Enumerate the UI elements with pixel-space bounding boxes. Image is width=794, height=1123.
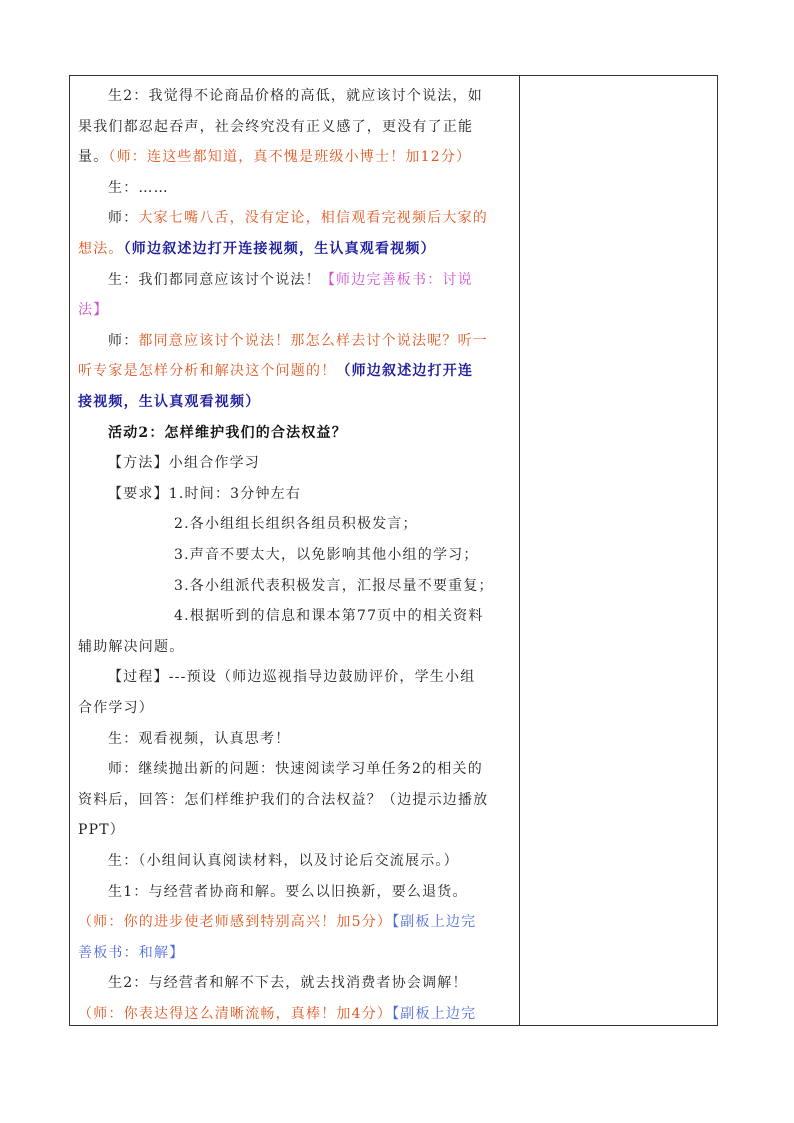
text-line xyxy=(108,178,169,198)
text-run: 法】 xyxy=(78,302,109,319)
notes-cell xyxy=(520,76,717,1025)
text-run: 【师边完善板书：讨说 xyxy=(320,271,473,288)
text-run: （师：你的进步使老师感到特别高兴！加5分） xyxy=(78,914,393,931)
text-run: 大家七嘴八舌，没有定论，相信观看完视频后大家的 xyxy=(138,210,489,227)
text-run: （师：你表达得这么清晰流畅，真棒！加4分） xyxy=(78,1006,393,1022)
text-line xyxy=(174,576,494,596)
text-run: 善板书：和解】 xyxy=(78,944,185,961)
text-run: 生：我们都同意应该讨个说法！ xyxy=(108,271,321,288)
text-run: 【副板上边完 xyxy=(392,914,477,931)
text-run: 【副板上边完 xyxy=(392,1006,477,1022)
text-run: 师：继续抛出新的问题：快速阅读学习单任务2的相关的 xyxy=(108,761,483,778)
text-run: 3.各小组派代表积极发言，汇报尽量不要重复； xyxy=(174,577,494,594)
text-run: 生：…… xyxy=(108,179,169,196)
text-line xyxy=(78,300,108,320)
text-line xyxy=(108,667,475,687)
text-line xyxy=(108,882,468,902)
text-line xyxy=(78,392,260,412)
text-line xyxy=(174,514,418,534)
text-line xyxy=(78,790,488,810)
text-run: 【过程】---预设（师边巡视指导边鼓励评价，学生小组 xyxy=(108,669,476,686)
text-run: 3.声音不要太大，以免影响其他小组的学习； xyxy=(174,547,479,563)
text-line xyxy=(78,239,436,259)
text-run: （师：连这些都知道，真不愧是班级小博士！加12分） xyxy=(108,149,472,166)
text-line xyxy=(108,86,483,106)
text-line xyxy=(78,943,184,963)
text-run: 接视频，生认真观看视频） xyxy=(78,394,261,410)
text-line xyxy=(78,637,184,657)
text-line xyxy=(78,698,154,718)
text-line xyxy=(108,270,473,290)
text-run: 【方法】小组合作学习 xyxy=(108,455,260,472)
text-run: 量。 xyxy=(78,149,109,166)
lesson-table xyxy=(69,75,718,1026)
text-run: 都同意应该讨个说法！那怎么样去讨个说法呢？听一 xyxy=(138,332,489,349)
text-line xyxy=(78,912,476,932)
text-run: 生2：与经营者和解不下去，就去找消费者协会调解！ xyxy=(108,975,468,992)
text-line xyxy=(78,361,473,381)
text-run: 2.各小组组长组织各组员积极发言； xyxy=(174,516,418,533)
text-line xyxy=(78,820,125,840)
text-line xyxy=(108,973,468,993)
text-line xyxy=(108,851,459,871)
text-line xyxy=(108,729,290,749)
text-line xyxy=(108,453,260,473)
text-line xyxy=(78,1004,476,1024)
text-run: （师边叙述边打开连接视频，生认真观看视频） xyxy=(123,241,436,257)
text-run: 辅助解决问题。 xyxy=(78,638,185,655)
text-run: 师： xyxy=(108,332,139,349)
text-run: 合作学习） xyxy=(78,700,154,716)
text-run: 【要求】1.时间：3分钟左右 xyxy=(108,485,302,502)
text-line xyxy=(174,545,479,565)
text-line xyxy=(78,117,473,137)
text-run: 生1：与经营者协商和解。要么以旧换新，要么退货。 xyxy=(108,883,468,900)
text-run: 听专家是怎样分析和解决这个问题的！ xyxy=(78,363,337,380)
text-run: 资料后，回答：怎们样维护我们的合法权益？（边提示边播放 xyxy=(78,791,489,808)
text-line xyxy=(108,331,488,351)
text-line xyxy=(108,759,483,779)
text-run: 果我们都忍起吞声，社会终究没有正义感了，更没有了正能 xyxy=(78,118,474,135)
text-run: 4.根据听到的信息和课本第77页中的相关资料 xyxy=(174,608,484,625)
text-run: 生：（小组间认真阅读材料，以及讨论后交流展示。） xyxy=(108,853,459,869)
text-run: 活动2：怎样维护我们的合法权益？ xyxy=(108,424,347,441)
text-line xyxy=(174,606,484,626)
text-line xyxy=(108,423,347,443)
text-run: PPT） xyxy=(78,822,125,839)
text-line xyxy=(108,208,488,228)
text-run: 生2：我觉得不论商品价格的高低，就应该讨个说法，如 xyxy=(108,88,483,104)
text-run: 师： xyxy=(108,210,139,227)
text-line xyxy=(78,147,471,167)
text-run: （师边叙述边打开连 xyxy=(336,363,474,380)
text-run: 生：观看视频，认真思考！ xyxy=(108,730,291,747)
text-run: 想法。 xyxy=(78,241,124,257)
text-line xyxy=(108,484,301,504)
